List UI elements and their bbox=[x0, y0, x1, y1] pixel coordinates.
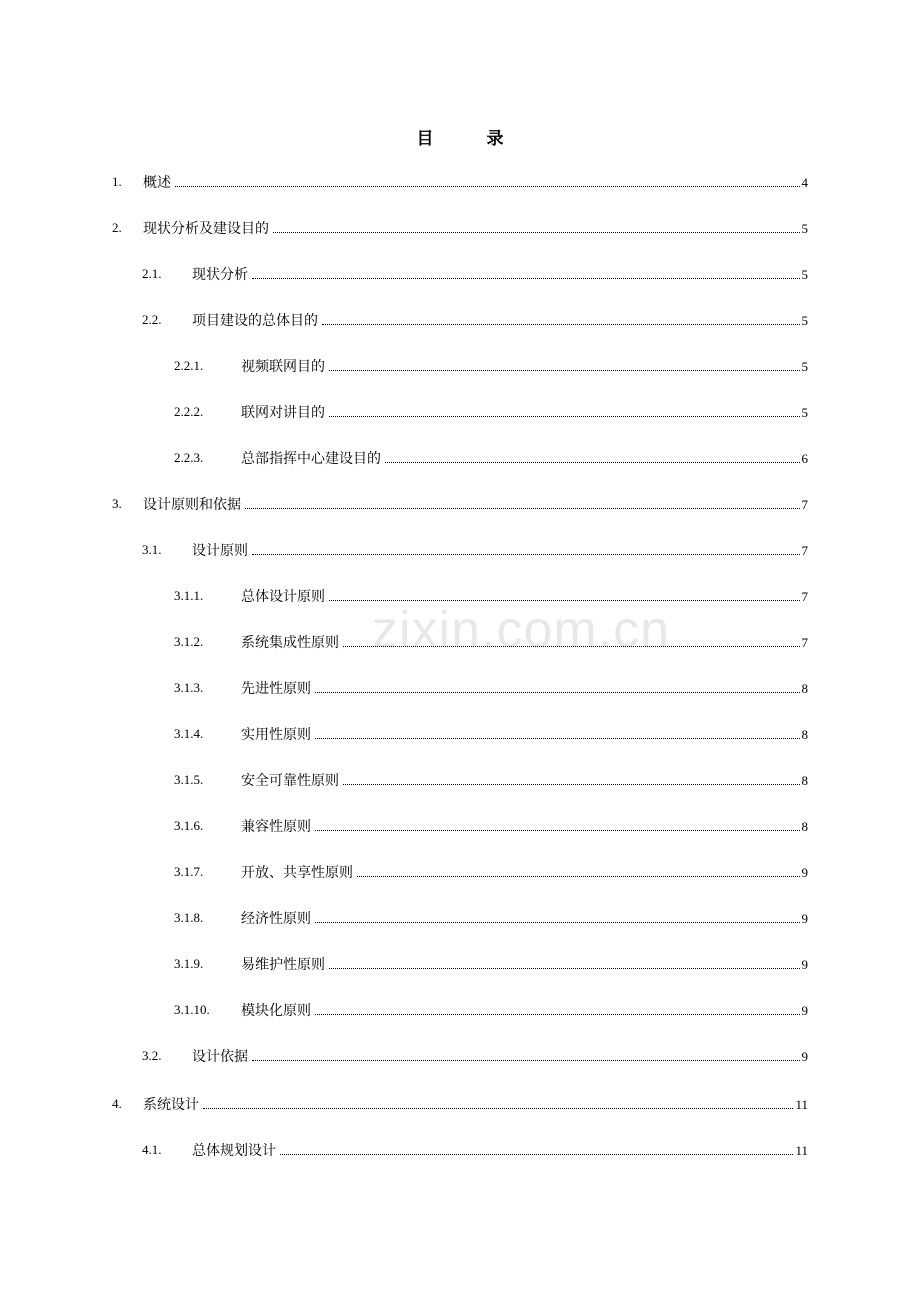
toc-entry-number: 2.2.1. bbox=[174, 358, 204, 373]
toc-entry-label: 联网对讲目的 bbox=[241, 405, 325, 421]
toc-entry[interactable] bbox=[0, 584, 920, 608]
toc-entry-page: 4 bbox=[801, 175, 808, 190]
toc-entry-line bbox=[241, 446, 808, 471]
toc-entry-number: 3.1.6. bbox=[174, 818, 204, 833]
toc-entry-page: 7 bbox=[801, 543, 808, 558]
dot-leader bbox=[329, 584, 800, 601]
toc-entry-label: 设计依据 bbox=[192, 1049, 248, 1065]
toc-entry[interactable] bbox=[0, 262, 920, 286]
toc-entry-line bbox=[143, 170, 808, 195]
toc-entry[interactable] bbox=[0, 400, 920, 424]
toc-entry-label: 设计原则 bbox=[192, 543, 248, 559]
toc-entry-number: 4.1. bbox=[142, 1142, 162, 1157]
toc-entry[interactable] bbox=[0, 538, 920, 562]
dot-leader bbox=[315, 814, 800, 831]
dot-leader bbox=[315, 722, 800, 739]
toc-entry-line bbox=[241, 722, 808, 747]
toc-entry-line bbox=[143, 216, 808, 241]
toc-entry-line bbox=[143, 492, 808, 517]
toc-entry-label: 视频联网目的 bbox=[241, 359, 325, 375]
toc-entry-label: 项目建设的总体目的 bbox=[192, 313, 318, 329]
toc-entry-label: 设计原则和依据 bbox=[143, 497, 241, 513]
toc-entry[interactable] bbox=[0, 170, 920, 194]
dot-leader bbox=[252, 1044, 800, 1061]
toc-entry-label: 概述 bbox=[143, 175, 171, 191]
toc-entry-page: 7 bbox=[801, 589, 808, 604]
toc-entry-label: 总体规划设计 bbox=[192, 1143, 276, 1159]
dot-leader bbox=[245, 492, 800, 509]
toc-entry-label: 兼容性原则 bbox=[241, 819, 311, 835]
toc-entry-number: 3.1.3. bbox=[174, 680, 204, 695]
dot-leader bbox=[329, 400, 800, 417]
toc-entry-label: 系统设计 bbox=[143, 1097, 199, 1113]
toc-entry[interactable] bbox=[0, 952, 920, 976]
toc-entry-line bbox=[241, 768, 808, 793]
toc-entry-page: 9 bbox=[801, 957, 808, 972]
toc-entry-number: 2.1. bbox=[142, 266, 162, 281]
toc-entry-number: 1. bbox=[112, 174, 122, 189]
toc-entry[interactable] bbox=[0, 354, 920, 378]
toc-entry-page: 8 bbox=[801, 681, 808, 696]
toc-entry-page: 11 bbox=[795, 1097, 808, 1112]
toc-entry-page: 9 bbox=[801, 1049, 808, 1064]
toc-entry-number: 3.1.10. bbox=[174, 1002, 210, 1017]
toc-entry-label: 模块化原则 bbox=[241, 1003, 311, 1019]
toc-entry-line bbox=[192, 262, 808, 287]
toc-entry-page: 9 bbox=[801, 1003, 808, 1018]
toc-entry-page: 9 bbox=[801, 865, 808, 880]
toc-entry-number: 3.2. bbox=[142, 1048, 162, 1063]
toc-entry-label: 安全可靠性原则 bbox=[241, 773, 339, 789]
toc-entry[interactable] bbox=[0, 814, 920, 838]
toc-entry-label: 先进性原则 bbox=[241, 681, 311, 697]
dot-leader bbox=[343, 630, 800, 647]
toc-entry-line bbox=[241, 860, 808, 885]
toc-entry-page: 8 bbox=[801, 819, 808, 834]
toc-entry[interactable] bbox=[0, 906, 920, 930]
toc-entry[interactable] bbox=[0, 860, 920, 884]
dot-leader bbox=[357, 860, 800, 877]
toc-entry[interactable] bbox=[0, 722, 920, 746]
toc-entry[interactable] bbox=[0, 492, 920, 516]
toc-entry-number: 2. bbox=[112, 220, 122, 235]
toc-entry-number: 3.1.4. bbox=[174, 726, 204, 741]
toc-entry-line bbox=[192, 1044, 808, 1069]
toc-entry-number: 3.1.1. bbox=[174, 588, 204, 603]
toc-entry-page: 5 bbox=[801, 267, 808, 282]
dot-leader bbox=[203, 1092, 793, 1109]
toc-entry-label: 总部指挥中心建设目的 bbox=[241, 451, 381, 467]
toc-entry-page: 7 bbox=[801, 497, 808, 512]
dot-leader bbox=[273, 216, 800, 233]
toc-entry-line bbox=[241, 354, 808, 379]
dot-leader bbox=[175, 170, 800, 187]
toc-entry-page: 5 bbox=[801, 405, 808, 420]
toc-entry[interactable] bbox=[0, 1044, 920, 1068]
toc-entry-page: 7 bbox=[801, 635, 808, 650]
toc-entry[interactable] bbox=[0, 1092, 920, 1116]
toc-entry-number: 2.2.2. bbox=[174, 404, 204, 419]
toc-entry-page: 5 bbox=[801, 359, 808, 374]
toc-entry-page: 8 bbox=[801, 773, 808, 788]
toc-entry-line bbox=[192, 1138, 808, 1163]
toc-entry-line bbox=[241, 630, 808, 655]
toc-entry[interactable] bbox=[0, 630, 920, 654]
dot-leader bbox=[252, 262, 800, 279]
toc-entry-number: 3.1.8. bbox=[174, 910, 204, 925]
toc-entry-label: 实用性原则 bbox=[241, 727, 311, 743]
toc-entry[interactable] bbox=[0, 216, 920, 240]
dot-leader bbox=[329, 952, 800, 969]
toc-entry[interactable] bbox=[0, 676, 920, 700]
toc-entry-page: 8 bbox=[801, 727, 808, 742]
toc-entry-page: 5 bbox=[801, 313, 808, 328]
toc-entry-label: 总体设计原则 bbox=[241, 589, 325, 605]
toc-entry-number: 3.1. bbox=[142, 542, 162, 557]
dot-leader bbox=[315, 676, 800, 693]
dot-leader bbox=[322, 308, 800, 325]
toc-entry[interactable] bbox=[0, 446, 920, 470]
toc-entry-line bbox=[192, 308, 808, 333]
toc-entry-number: 3.1.2. bbox=[174, 634, 204, 649]
toc-entry-label: 易维护性原则 bbox=[241, 957, 325, 973]
toc-entry-line bbox=[241, 400, 808, 425]
toc-entry[interactable] bbox=[0, 1138, 920, 1162]
toc-entry-line bbox=[241, 952, 808, 977]
toc-entry-line bbox=[143, 1092, 808, 1117]
toc-entry-number: 4. bbox=[112, 1096, 122, 1111]
dot-leader bbox=[252, 538, 800, 555]
toc-entry-line bbox=[241, 814, 808, 839]
toc-entry-number: 2.2. bbox=[142, 312, 162, 327]
toc-entry-line bbox=[241, 998, 808, 1023]
toc-entry-label: 现状分析 bbox=[192, 267, 248, 283]
dot-leader bbox=[343, 768, 800, 785]
toc-entry-line bbox=[241, 584, 808, 609]
toc-entry-line bbox=[241, 906, 808, 931]
toc-entry-label: 现状分析及建设目的 bbox=[143, 221, 269, 237]
watermark: zixin.com.cn bbox=[372, 601, 671, 659]
toc-entry-number: 3.1.7. bbox=[174, 864, 204, 879]
toc-title: 目 录 bbox=[416, 129, 522, 149]
toc-entry-label: 开放、共享性原则 bbox=[241, 865, 353, 881]
toc-entry-page: 9 bbox=[801, 911, 808, 926]
dot-leader bbox=[329, 354, 800, 371]
toc-entry-label: 系统集成性原则 bbox=[241, 635, 339, 651]
toc-entry-number: 3.1.5. bbox=[174, 772, 204, 787]
toc-entry-number: 3.1.9. bbox=[174, 956, 204, 971]
toc-entry-page: 11 bbox=[795, 1143, 808, 1158]
toc-entry[interactable] bbox=[0, 308, 920, 332]
dot-leader bbox=[315, 906, 800, 923]
dot-leader bbox=[315, 998, 800, 1015]
toc-entry-line bbox=[192, 538, 808, 563]
dot-leader bbox=[280, 1138, 793, 1155]
toc-entry-line bbox=[241, 676, 808, 701]
toc-entry[interactable] bbox=[0, 768, 920, 792]
toc-entry-number: 2.2.3. bbox=[174, 450, 204, 465]
toc-entry-page: 5 bbox=[801, 221, 808, 236]
toc-entry-number: 3. bbox=[112, 496, 122, 511]
toc-entry[interactable] bbox=[0, 998, 920, 1022]
toc-entry-label: 经济性原则 bbox=[241, 911, 311, 927]
toc-entry-page: 6 bbox=[801, 451, 808, 466]
dot-leader bbox=[385, 446, 800, 463]
